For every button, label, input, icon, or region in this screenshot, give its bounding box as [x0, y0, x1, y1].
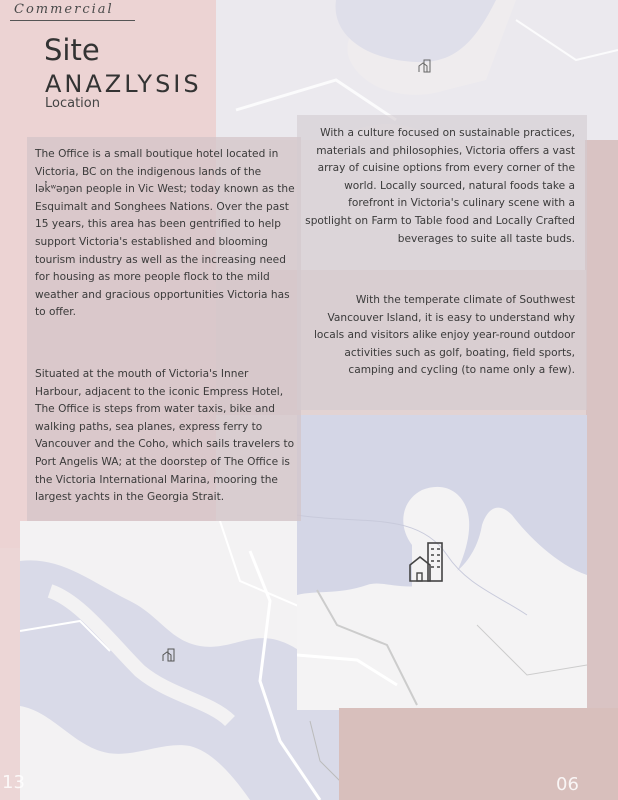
map-bottom-left: [20, 521, 342, 800]
bottom-left-strip: [0, 548, 20, 800]
right-paragraph-2: With the temperate climate of Southwest Vancouver Island, it is easy to understand why locals and visitors alike enjoy year-round outdoor activities such as golf, boating, field sports, camping and cycling (to name only a few).: [313, 294, 575, 377]
category-underline: [10, 20, 135, 21]
page-subtitle: Location: [45, 96, 100, 111]
page-number-left: 13: [2, 772, 25, 793]
left-paragraph-1: The Office is a small boutique hotel located in Victoria, BC on the indigenous lands of the lək̓ʷəŋən people in Vic West; today known as the Esquimalt and Songhees Nations. Over the past 15 years, this area has been gentrified to help support Victoria's established and blooming tourism industry as well as the increasing need for housing as more people flock to the mild weather and gracious opportunities Victoria has to offer.: [35, 148, 295, 319]
page-title-line1: Site: [44, 33, 100, 67]
page-number-right: 06: [556, 774, 579, 795]
mauve-side-block: [585, 140, 618, 800]
category-label: Commercial: [14, 2, 114, 17]
left-paragraph-2: Situated at the mouth of Victoria's Inner Harbour, adjacent to the iconic Empress Hotel, The Office is steps from water taxis, bike and walking paths, sea planes, express ferry to Vancouver and the Coho, which sails travelers to Port Angelis WA; at the doorstep of The Office is the Victoria International Marina, mooring the largest yachts in the Georgia Strait.: [35, 368, 295, 504]
page-title-line2: ANAZLYSIS: [45, 70, 202, 98]
right-paragraph-1: With a culture focused on sustainable practices, materials and philosophies, Victoria offers a vast array of cuisine options from every corner of the world. Locally sourced, natural foods take a forefront in Victoria's culinary scene with a spotlight on Farm to Table food and Locally Crafted beverages to suite all taste buds.: [305, 127, 575, 245]
map-right: [297, 415, 587, 710]
